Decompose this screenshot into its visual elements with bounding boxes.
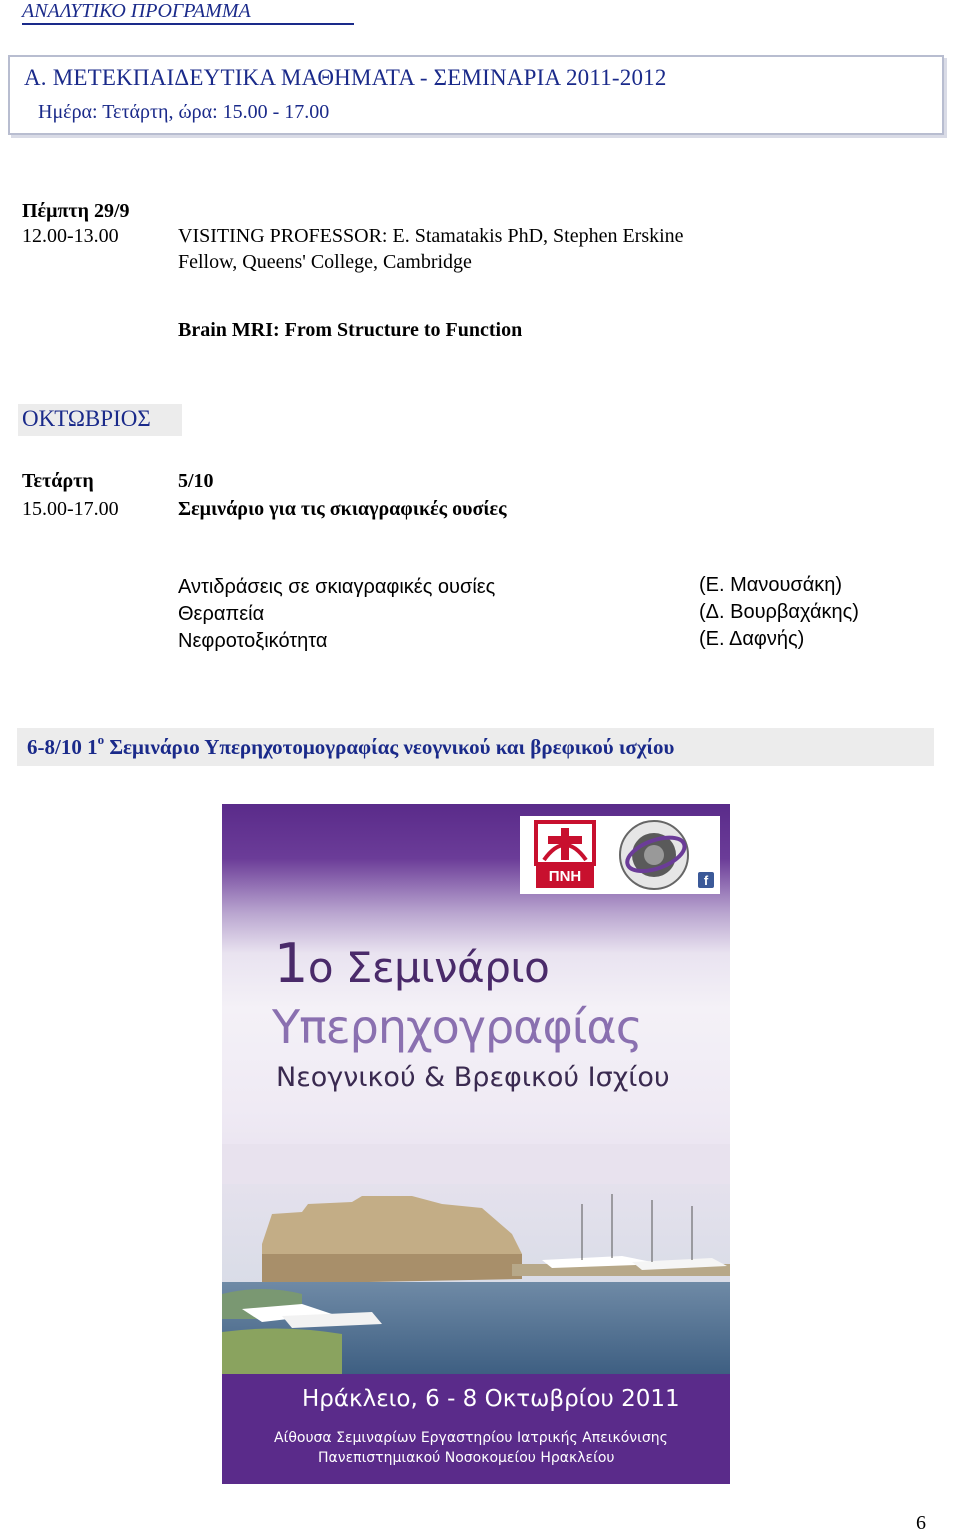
document-title: ΑΝΑΛΥΤΙΚΟ ΠΡΟΓΡΑΜΜΑ [22, 0, 251, 22]
poster-line2: Υπερηχογραφίας [272, 1000, 642, 1054]
logo-panel [520, 816, 720, 894]
entry2-item-title: Αντιδράσεις σε σκιαγραφικές ουσίες [178, 576, 496, 598]
entry2-item-speaker: (Ε. Δαφνής) [699, 628, 805, 650]
entry1-speaker-line2: Fellow, Queens' College, Cambridge [178, 251, 472, 273]
entry2-item-title: Θεραπεία [178, 603, 265, 625]
poster-footer [222, 1374, 730, 1484]
entry1-topic: Brain MRI: From Structure to Function [178, 319, 523, 341]
header-title: Α. ΜΕΤΕΚΠΑΙΔΕΥΤΙΚΑ ΜΑΘΗΜΑΤΑ - ΣΕΜΙΝΑΡΙΑ 2011-2012 [24, 65, 667, 90]
seminar-poster [222, 804, 730, 1484]
header-box [8, 55, 944, 135]
entry2-day: Τετάρτη [22, 470, 94, 492]
poster-venue-line1: Αίθουσα Σεμιναρίων Εργαστηρίου Ιατρικής Απεικόνισης [274, 1430, 668, 1446]
poster-date: Ηράκλειο, 6 - 8 Οκτωβρίου 2011 [302, 1386, 680, 1412]
entry2-item-title: Νεφροτοξικότητα [178, 630, 328, 652]
harbor-photo [222, 1144, 730, 1374]
poster-venue-line2: Πανεπιστημιακού Νοσοκομείου Ηρακλείου [318, 1450, 615, 1466]
entry2-time: 15.00-17.00 [22, 498, 119, 520]
entry1-speaker-line1: VISITING PROFESSOR: E. Stamatakis PhD, Stephen Erskine [178, 225, 684, 247]
poster-line3: Νεογνικού & Βρεφικού Ισχίου [276, 1062, 670, 1093]
entry1-date: Πέμπτη 29/9 [22, 200, 130, 222]
entry2-item-speaker: (Δ. Βουρβαχάκης) [699, 601, 859, 623]
poster-line1: 1ο Σεμινάριο [274, 932, 550, 995]
seminar-banner [17, 728, 934, 766]
entry2-item-speaker: (Ε. Μανουσάκη) [699, 574, 843, 596]
entry1-time: 12.00-13.00 [22, 225, 119, 247]
entry2-topic: Σεμινάριο για τις σκιαγραφικές ουσίες [178, 498, 507, 520]
header-subtitle: Ημέρα: Τετάρτη, ώρα: 15.00 - 17.00 [38, 101, 330, 123]
facebook-icon: f [698, 872, 714, 888]
seminar-title: 6-8/10 $1^o$ Σεμινάριο Υπερηχοτομογραφίας νεογνικού και βρεφικού ισχίου [27, 732, 675, 759]
society-logo-icon [616, 818, 692, 892]
month-label: ΟΚΤΩΒΡΙΟΣ [18, 404, 182, 436]
title-underline [22, 23, 354, 25]
entry2-date: 5/10 [178, 470, 214, 492]
pnh-logo-icon: ΠΝΗ [534, 820, 596, 890]
page-number: 6 [916, 1512, 926, 1534]
